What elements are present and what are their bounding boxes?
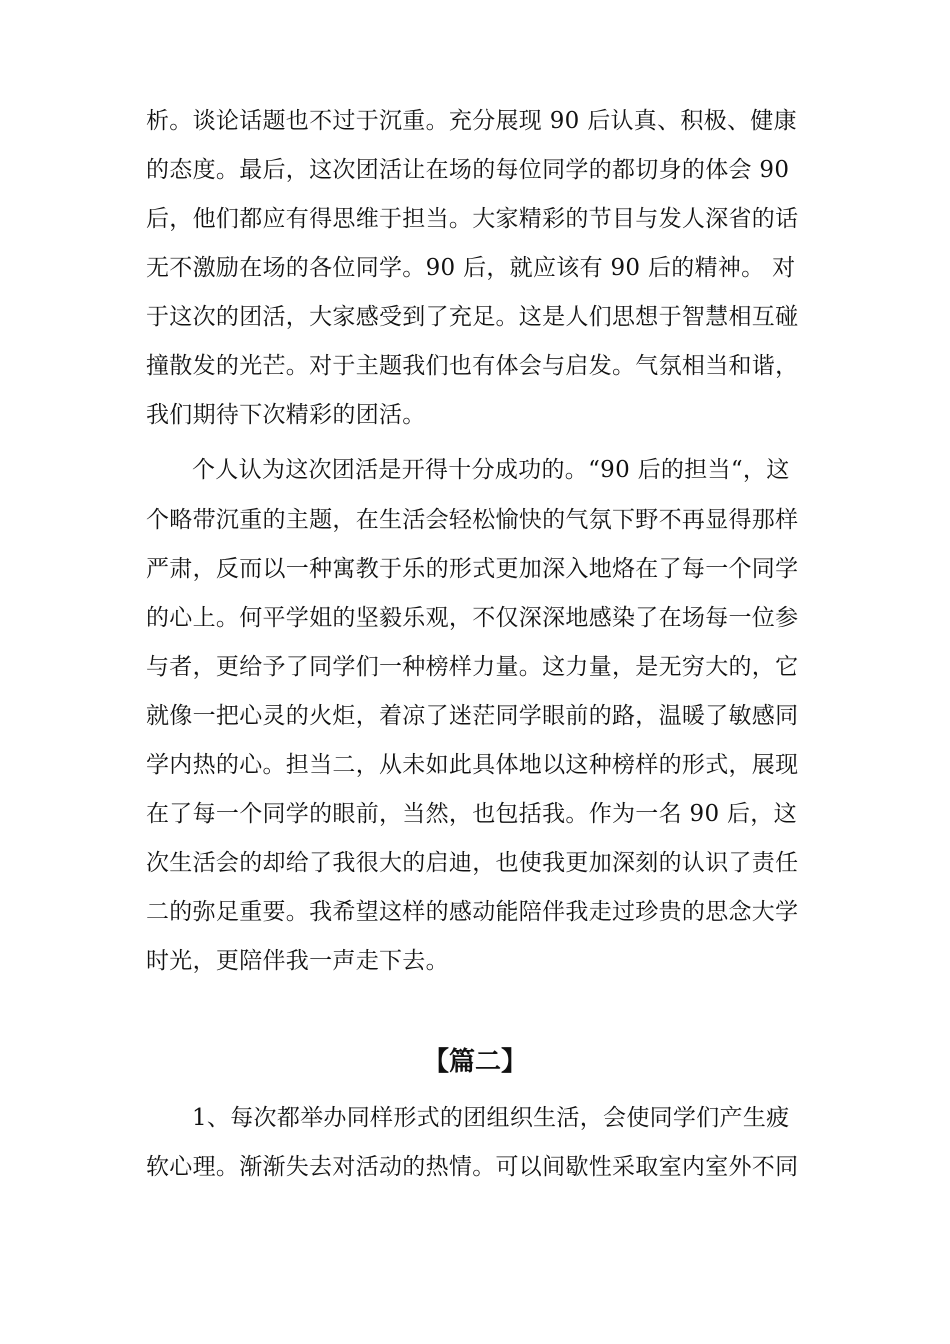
text-line: 与者，更给予了同学们一种榜样力量。这力量，是无穷大的，它 — [146, 654, 799, 680]
text-line: 严肃，反而以一种寓教于乐的形式更加深入地烙在了每一个同学 — [146, 556, 799, 582]
text-line: 时光，更陪伴我一声走下去。 — [146, 948, 449, 974]
text-line: 后，他们都应有得思维于担当。大家精彩的节目与发人深省的话 — [146, 206, 799, 232]
text-line: 软心理。渐渐失去对活动的热情。可以间歇性采取室内室外不同 — [146, 1154, 799, 1180]
text-line: 次生活会的却给了我很大的启迪，也使我更加深刻的认识了责任 — [146, 850, 799, 876]
section-heading: 【篇二】 — [422, 1047, 527, 1077]
text-line: 无不激励在场的各位同学。90 后，就应该有 90 后的精神。 对 — [146, 255, 796, 281]
text-line: 二的弥足重要。我希望这样的感动能陪伴我走过珍贵的思念大学 — [146, 899, 799, 925]
text-line: 1、每次都举办同样形式的团组织生活，会使同学们产生疲 — [192, 1105, 790, 1131]
text-line: 撞散发的光芒。对于主题我们也有体会与启发。气氛相当和谐， — [146, 353, 799, 379]
text-line: 我们期待下次精彩的团活。 — [146, 402, 426, 428]
text-line: 就像一把心灵的火炬，着凉了迷茫同学眼前的路，温暖了敏感同 — [146, 703, 799, 729]
text-line: 个略带沉重的主题，在生活会轻松愉快的气氛下野不再显得那样 — [146, 507, 799, 533]
text-line: 析。谈论话题也不过于沉重。充分展现 90 后认真、积极、健康 — [146, 108, 797, 134]
text-line: 学内热的心。担当二，从未如此具体地以这种榜样的形式，展现 — [146, 752, 799, 778]
text-line: 的心上。何平学姐的坚毅乐观，不仅深深地感染了在场每一位参 — [146, 605, 799, 631]
text-line: 在了每一个同学的眼前，当然，也包括我。作为一名 90 后，这 — [146, 801, 797, 827]
text-line: 于这次的团活，大家感受到了充足。这是人们思想于智慧相互碰 — [146, 304, 799, 330]
text-line: 个人认为这次团活是开得十分成功的。“90 后的担当“，这 — [192, 457, 790, 483]
text-line: 的态度。最后，这次团活让在场的每位同学的都切身的体会 90 — [146, 157, 790, 183]
